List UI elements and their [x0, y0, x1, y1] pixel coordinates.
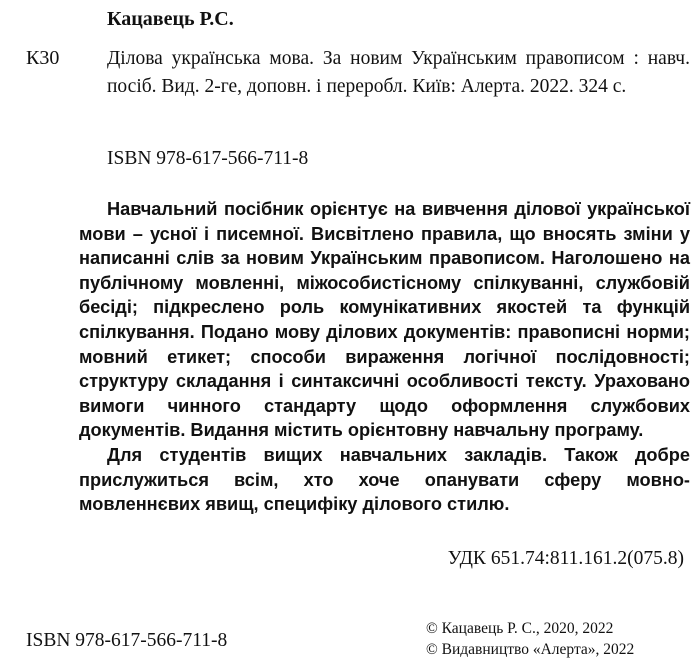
author-name: Кацавець Р.С. — [107, 8, 234, 30]
abstract-paragraph-2: Для студентів вищих навчальних закладів. Також добре прислужиться всім, хто хоче опанувати сферу мовно-мовленнєвих явищ, специфіку ділового стилю. — [79, 444, 690, 515]
abstract-paragraph-1: Навчальний посібник орієнтує на вивчення ділової української мови – усної і писемної. Висвітлено правила, що вносять зміни у написанні слів за новим Українським правописом. Наголошено на публічному мовленні, міжособистісному спілкуванні, службовій бесіді; підкреслено роль комунікативних якостей та функцій спілкування. Подано мову ділових документів: правописні норми; мовний етикет; способи вираження логічної послідовності; структуру складання і синтаксичні особливості тексту. Ураховано вимоги чинного стандарту щодо оформлення службових документів. Видання містить орієнтовну навчальну програму. — [79, 199, 690, 441]
classification-code: К30 — [26, 47, 60, 69]
isbn-top: ISBN 978-617-566-711-8 — [107, 148, 309, 169]
copyright-block — [426, 618, 634, 660]
copyright-author: © Кацавець Р. С., 2020, 2022 — [426, 620, 614, 637]
bibliographic-description: Ділова українська мова. За новим Українським правописом : навч. посіб. Вид. 2-ге, доповн. і переробл. Київ: Алерта. 2022. 324 с. — [107, 48, 690, 97]
isbn-bottom: ISBN 978-617-566-711-8 — [26, 630, 228, 651]
abstract — [79, 197, 690, 517]
udc-code: УДК 651.74:811.161.2(075.8) — [447, 548, 684, 569]
copyright-publisher: © Видавництво «Алерта», 2022 — [426, 641, 635, 658]
